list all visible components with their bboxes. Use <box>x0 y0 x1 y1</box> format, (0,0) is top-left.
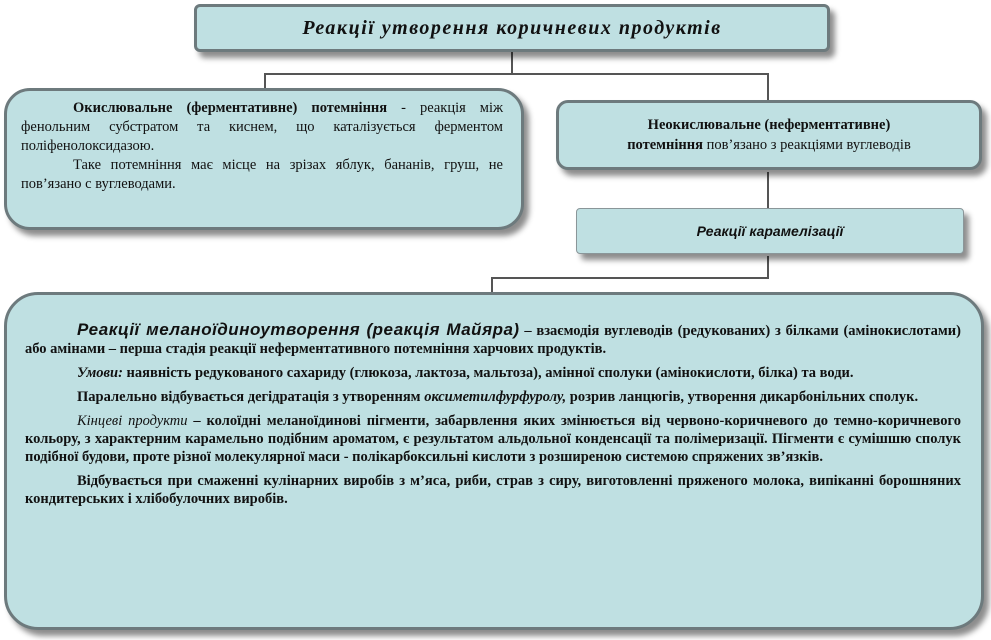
title-box <box>194 4 830 52</box>
oxidative-browning-text: - реакція між фенольним субстратом та киснем, що каталізується ферментом поліфенолоксидазою. <box>21 100 503 154</box>
maillard-conditions <box>25 364 961 382</box>
nonoxidative-browning-text <box>627 135 911 155</box>
maillard-heading: Реакції меланоїдиноутворення (реакція Майяра) <box>77 320 520 339</box>
nonoxidative-browning-bold: потемніння <box>627 137 703 153</box>
connector-to-left-node <box>264 73 266 89</box>
maillard-final-products-label: Кінцеві продукти <box>77 413 188 429</box>
maillard-parallel-text-b: розрив ланцюгів, утворення дикарбонільних сполук. <box>566 389 919 405</box>
oxidative-browning-example: Таке потемніння має місце на зрізах яблук, бананів, груш, не пов’язано с вуглеводами. <box>21 157 503 192</box>
nonoxidative-browning-desc: пов’язано з реакціями вуглеводів <box>702 137 911 153</box>
maillard-parallel-text-a: Паралельно відбувається дегідратація з утворенням <box>77 389 425 405</box>
connector-to-right-node <box>767 73 769 101</box>
maillard-occurrence <box>25 472 961 508</box>
connector-branch-horizontal <box>264 73 768 75</box>
maillard-parallel <box>25 388 961 406</box>
maillard-conditions-text: наявність редукованого сахариду (глюкоза, лактоза, мальтоза), амінної сполуки (амінокислоти, білка) та води. <box>122 365 854 381</box>
diagram-title: Реакції утворення коричневих продуктів <box>302 16 722 39</box>
maillard-definition <box>25 321 961 358</box>
oxidative-browning-box <box>4 88 524 230</box>
maillard-definition-text: – взаємодія вуглеводів (редукованих) з білками (амінокислотами) або амінами – перша стадія реакції неферментативного потемніння харчових продуктів. <box>25 323 961 357</box>
connector-right-to-caramel <box>767 172 769 208</box>
caramelization-box <box>576 208 964 254</box>
maillard-conditions-label: Умови: <box>77 365 123 381</box>
connector-maillard-horizontal <box>491 277 769 279</box>
connector-title-down <box>511 52 513 74</box>
maillard-reaction-box <box>4 292 984 630</box>
connector-to-maillard <box>491 277 493 293</box>
maillard-final-products-text: – колоїдні меланоїдинові пігменти, забарвлення яких змінюється від червоно-коричневого до темно-коричневого кольору, з характерним карамельно подібним ароматом, є результатом альдольної конденсації та полімеризації. Пігменти є сумішшю сполук подібної будови, проте різної молекулярної маси - полікарбоксильні кислоти з розширеною системою спряжених зв’язків. <box>25 413 961 465</box>
maillard-parallel-italic: оксиметилфурфуролу, <box>424 389 567 405</box>
oxidative-browning-heading: Окислювальне (ферментативне) потемніння <box>73 100 388 116</box>
maillard-final-products <box>25 412 961 466</box>
nonoxidative-browning-heading: Неокислювальне (неферментативне) <box>647 117 891 133</box>
connector-caramel-down <box>767 256 769 278</box>
maillard-occurrence-text: Відбувається при смаженні кулінарних виробів з м’яса, риби, страв з сиру, виготовленні пряженого молока, випіканні борошняних кондитерських і хлібобулочних виробів. <box>25 473 961 507</box>
oxidative-browning-definition <box>21 99 503 156</box>
nonoxidative-browning-box <box>556 100 982 170</box>
caramelization-label: Реакції карамелізації <box>696 223 844 239</box>
